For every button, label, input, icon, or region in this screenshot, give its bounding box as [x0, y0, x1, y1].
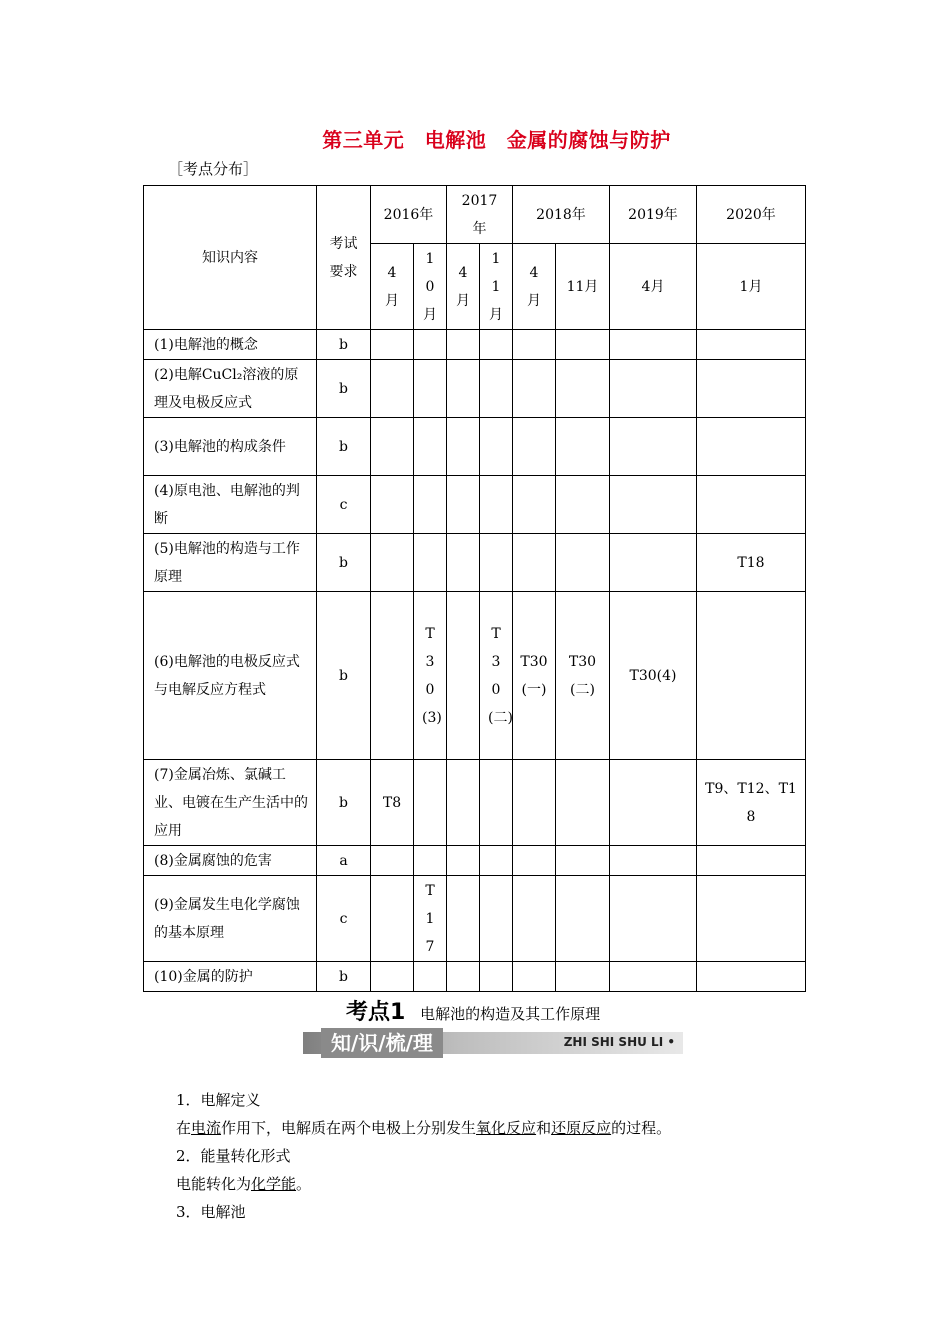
exam-question-cell: T30(二) — [480, 592, 513, 760]
knowledge-item: (8)金属腐蚀的危害 — [144, 846, 317, 876]
requirement-level: b — [317, 418, 371, 476]
header-year: 2019年 — [610, 186, 697, 244]
exam-question-cell: T8 — [371, 760, 414, 846]
exam-question-cell: T18 — [697, 534, 806, 592]
requirement-level: c — [317, 876, 371, 962]
knowledge-item: (7)金属冶炼、氯碱工业、电镀在生产生活中的应用 — [144, 760, 317, 846]
underlined-term: 还原反应 — [551, 1119, 612, 1137]
body-content — [176, 1086, 671, 1226]
requirement-level: b — [317, 592, 371, 760]
banner-pinyin: ZHI SHI SHU LI • — [563, 1035, 675, 1049]
header-month: 11月 — [556, 244, 610, 330]
exam-question-cell: T9、T12、T18 — [697, 760, 806, 846]
paragraph: 在电流作用下，电解质在两个电极上分别发生氧化反应和还原反应的过程。 — [176, 1119, 672, 1137]
knowledge-item: (3)电解池的构成条件 — [144, 418, 317, 476]
header-year: 2016年 — [371, 186, 447, 244]
item-heading: 3．电解池 — [176, 1203, 246, 1221]
knowledge-item: (2)电解CuCl₂溶液的原理及电极反应式 — [144, 360, 317, 418]
exam-question-cell: T30(一) — [513, 592, 556, 760]
knowledge-item: (1)电解池的概念 — [144, 330, 317, 360]
requirement-level: a — [317, 846, 371, 876]
knowledge-review-banner — [303, 1032, 683, 1054]
knowledge-item: (9)金属发生电化学腐蚀的基本原理 — [144, 876, 317, 962]
header-knowledge: 知识内容 — [144, 186, 317, 330]
distribution-label: ［考点分布］ — [168, 160, 259, 178]
exam-question-cell: T30(4) — [610, 592, 697, 760]
underlined-term: 电流 — [191, 1119, 222, 1137]
requirement-level: b — [317, 330, 371, 360]
requirement-level: b — [317, 962, 371, 992]
exam-distribution-table — [143, 185, 806, 992]
header-requirement: 考试要求 — [317, 186, 371, 330]
header-year: 2020年 — [697, 186, 806, 244]
section-title: 电解池的构造及其工作原理 — [420, 1005, 601, 1023]
knowledge-item: (4)原电池、电解池的判断 — [144, 476, 317, 534]
item-heading: 2．能量转化形式 — [176, 1147, 291, 1165]
header-year: 2018年 — [513, 186, 610, 244]
header-month: 4月 — [513, 244, 556, 330]
knowledge-item: (10)金属的防护 — [144, 962, 317, 992]
header-month: 10月 — [414, 244, 447, 330]
exam-question-cell: T30(3) — [414, 592, 447, 760]
underlined-term: 氧化反应 — [476, 1119, 537, 1137]
requirement-level: b — [317, 360, 371, 418]
header-month: 4月 — [447, 244, 480, 330]
header-month: 11月 — [480, 244, 513, 330]
header-year: 2017年 — [447, 186, 513, 244]
exam-question-cell: T17 — [414, 876, 447, 962]
requirement-level: c — [317, 476, 371, 534]
paragraph: 电能转化为化学能。 — [176, 1175, 312, 1193]
requirement-level: b — [317, 534, 371, 592]
header-month: 1月 — [697, 244, 806, 330]
banner-title: 知/识/梳/理 — [321, 1028, 443, 1058]
exam-question-cell: T30(二) — [556, 592, 610, 760]
section-number: 考点1 — [346, 1000, 406, 1025]
underlined-term: 化学能 — [251, 1175, 297, 1193]
knowledge-item: (6)电解池的电极反应式与电解反应方程式 — [144, 592, 317, 760]
header-month: 4月 — [371, 244, 414, 330]
item-heading: 1．电解定义 — [176, 1091, 261, 1109]
page-title: 第三单元 电解池 金属的腐蚀与防护 — [322, 128, 671, 152]
requirement-level: b — [317, 760, 371, 846]
section-heading — [346, 995, 600, 1026]
knowledge-item: (5)电解池的构造与工作原理 — [144, 534, 317, 592]
header-month: 4月 — [610, 244, 697, 330]
